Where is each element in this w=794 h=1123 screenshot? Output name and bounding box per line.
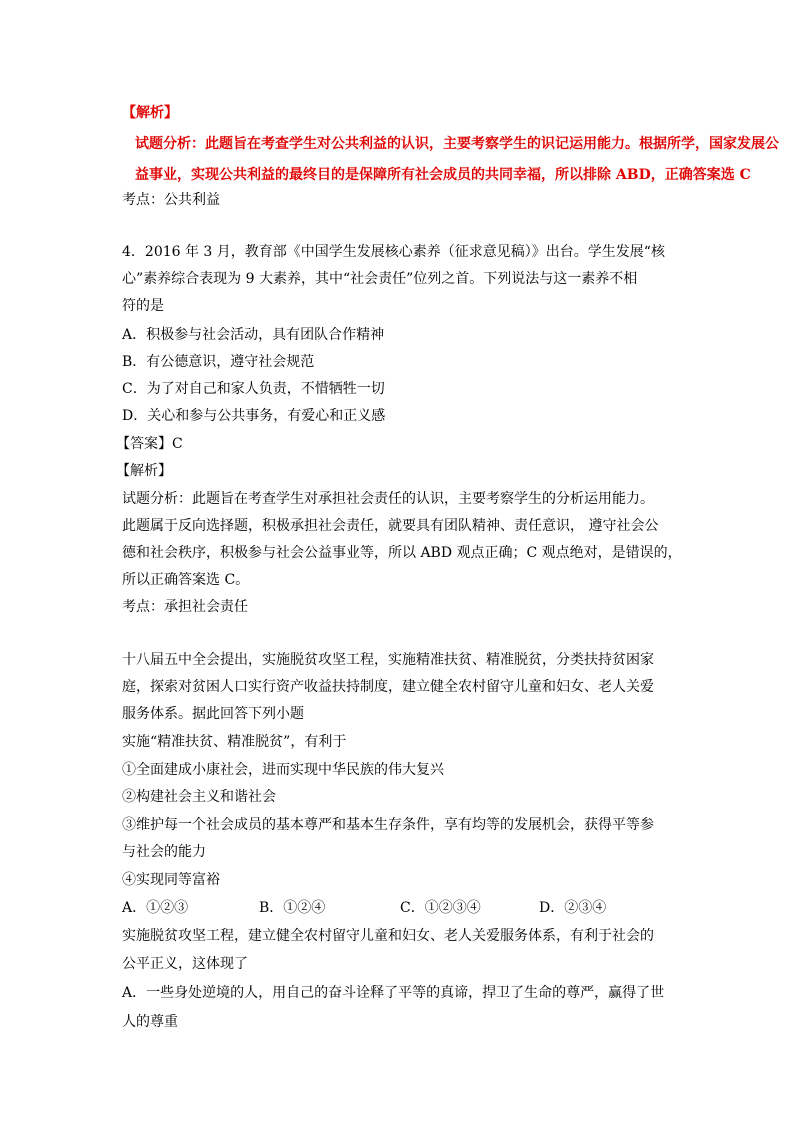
statement-item: 与社会的能力 xyxy=(122,844,206,860)
option-a: A．一些身处逆境的人，用自己的奋斗诠释了平等的真谛，捍卫了生命的尊严，赢得了世 xyxy=(122,985,665,1001)
analysis-text-line: 所以正确答案选 C。 xyxy=(122,572,250,588)
analysis-text-line: 试题分析：此题旨在考查学生对承担社会责任的认识，主要考察学生的分析运用能力。 xyxy=(122,491,654,507)
question-stem-line: 心”素养综合表现为 9 大素养，其中“社会责任”位列之首。下列说法与这一素养不相 xyxy=(122,271,638,287)
statement-item: ③维护每一个社会成员的基本尊严和基本生存条件，享有均等的发展机会，获得平等参 xyxy=(122,817,654,833)
option-a: 人的尊重 xyxy=(122,1014,178,1030)
question-stem-line: 符的是 xyxy=(122,298,164,314)
question-stem-line: 4．2016 年 3 月，教育部《中国学生发展核心素养（征求意见稿）》出台。学生发展“核 xyxy=(122,244,665,260)
statement-item: ②构建社会主义和谐社会 xyxy=(122,789,276,805)
material-line: 十八届五中全会提出，实施脱贫攻坚工程，实施精准扶贫、精准脱贫，分类扶持贫困家 xyxy=(122,652,654,668)
choice-b: B．①②④ xyxy=(259,900,326,916)
material-line: 庭，探索对贫困人口实行资产收益扶持制度，建立健全农村留守儿童和妇女、老人关爱 xyxy=(122,679,654,695)
answer-label: 【答案】C xyxy=(116,436,183,452)
option-b: B．有公德意识，遵守社会规范 xyxy=(122,354,315,370)
material-line: 服务体系。据此回答下列小题 xyxy=(122,706,304,722)
analysis-heading: 【解析】 xyxy=(116,463,172,479)
analysis-text-line: 德和社会秩序，积极参与社会公益事业等，所以 ABD 观点正确；C 观点绝对，是错误的， xyxy=(122,545,682,561)
subquestion-stem: 实施脱贫攻坚工程，建立健全农村留守儿童和妇女、老人关爱服务体系，有利于社会的 xyxy=(122,928,654,944)
option-c: C．为了对自己和家人负责，不惜牺牲一切 xyxy=(122,381,385,397)
option-d: D．关心和参与公共事务，有爱心和正义感 xyxy=(122,408,386,424)
knowledge-point: 考点：公共利益 xyxy=(122,192,220,208)
analysis-text-line: 试题分析：此题旨在考查学生对公共利益的认识，主要考察学生的识记运用能力。根据所学，国家发展公 xyxy=(135,136,779,152)
analysis-text-line: 益事业，实现公共利益的最终目的是保障所有社会成员的共同幸福，所以排除 ABD，正确答案选 C xyxy=(135,167,751,183)
choice-c: C．①②③④ xyxy=(400,900,481,916)
choice-d: D．②③④ xyxy=(539,900,607,916)
subquestion-stem: 实施“精准扶贫、精准脱贫”，有利于 xyxy=(122,734,347,750)
statement-item: ④实现同等富裕 xyxy=(122,872,220,888)
choice-a: A．①②③ xyxy=(122,900,189,916)
option-a: A．积极参与社会活动，具有团队合作精神 xyxy=(122,327,385,343)
subquestion-stem: 公平正义，这体现了 xyxy=(122,956,248,972)
analysis-text-line: 此题属于反向选择题，积极承担社会责任，就要具有团队精神、责任意识， 遵守社会公 xyxy=(122,518,659,534)
knowledge-point: 考点：承担社会责任 xyxy=(122,599,248,615)
analysis-heading: 【解析】 xyxy=(122,105,178,121)
statement-item: ①全面建成小康社会，进而实现中华民族的伟大复兴 xyxy=(122,762,444,778)
